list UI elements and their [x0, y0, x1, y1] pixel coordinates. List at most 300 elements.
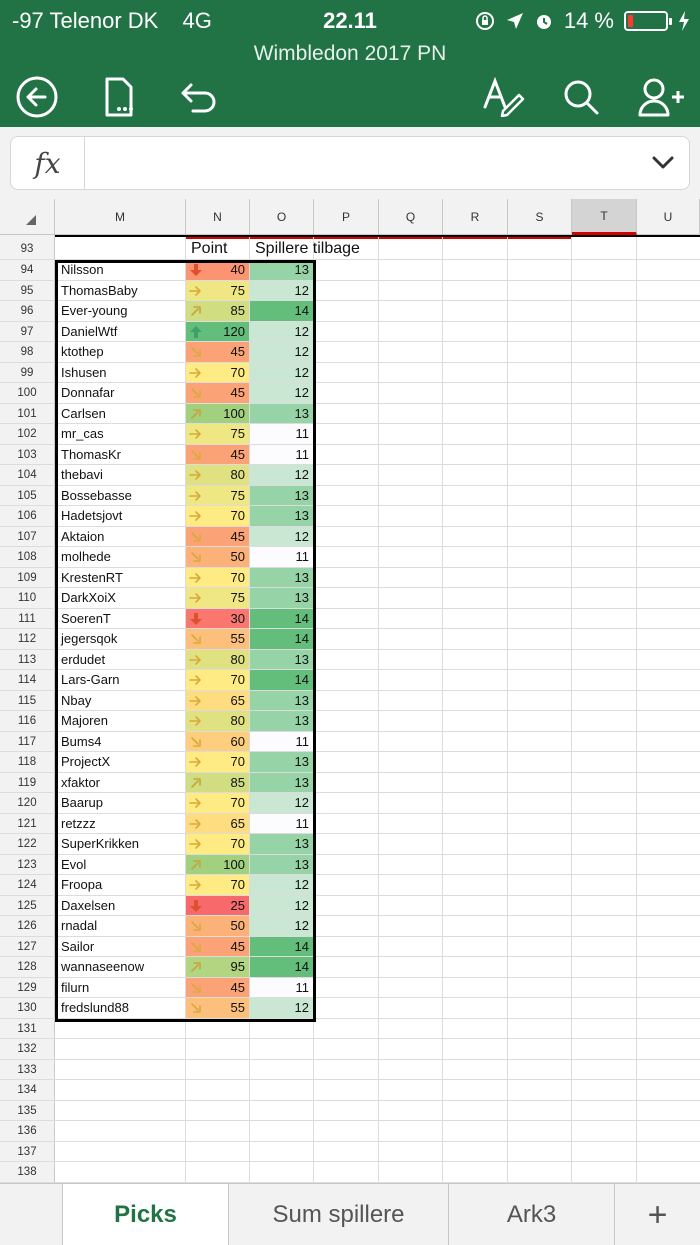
- cell[interactable]: [508, 588, 572, 608]
- cell[interactable]: [637, 773, 700, 793]
- point-cell[interactable]: [186, 814, 250, 834]
- cell[interactable]: [250, 1121, 314, 1141]
- back-button[interactable]: [12, 72, 62, 122]
- cell[interactable]: [314, 732, 379, 752]
- cell[interactable]: [314, 896, 379, 916]
- cell[interactable]: [637, 322, 700, 342]
- cell[interactable]: [250, 1101, 314, 1121]
- row-number[interactable]: 122: [0, 834, 55, 854]
- spillere-cell[interactable]: 12: [250, 363, 314, 383]
- cell[interactable]: [314, 814, 379, 834]
- row-number[interactable]: 114: [0, 670, 55, 690]
- cell[interactable]: [314, 875, 379, 895]
- cell[interactable]: [637, 281, 700, 301]
- cell[interactable]: [443, 650, 508, 670]
- cell[interactable]: [572, 486, 637, 506]
- cell[interactable]: [508, 629, 572, 649]
- player-name-cell[interactable]: Nilsson: [55, 260, 186, 280]
- cell[interactable]: [637, 629, 700, 649]
- cell[interactable]: [572, 363, 637, 383]
- cell[interactable]: [314, 691, 379, 711]
- point-cell[interactable]: [186, 691, 250, 711]
- spillere-cell[interactable]: 12: [250, 998, 314, 1018]
- row-number[interactable]: 118: [0, 752, 55, 772]
- cell[interactable]: [186, 1060, 250, 1080]
- cell[interactable]: [508, 1019, 572, 1039]
- spillere-cell[interactable]: 14: [250, 629, 314, 649]
- cell[interactable]: [508, 855, 572, 875]
- col-header-u[interactable]: [637, 199, 700, 235]
- cell[interactable]: [379, 445, 443, 465]
- point-cell[interactable]: [186, 957, 250, 977]
- cell[interactable]: [250, 1060, 314, 1080]
- cell[interactable]: [443, 896, 508, 916]
- cell[interactable]: [508, 260, 572, 280]
- cell[interactable]: [314, 834, 379, 854]
- player-name-cell[interactable]: Carlsen: [55, 404, 186, 424]
- cell[interactable]: [572, 773, 637, 793]
- edit-format-button[interactable]: [478, 72, 528, 122]
- cell[interactable]: [443, 1019, 508, 1039]
- row-number[interactable]: 111: [0, 609, 55, 629]
- player-name-cell[interactable]: Baarup: [55, 793, 186, 813]
- player-name-cell[interactable]: DarkXoiX: [55, 588, 186, 608]
- cell[interactable]: [508, 486, 572, 506]
- cell[interactable]: [186, 1162, 250, 1182]
- row-number[interactable]: 125: [0, 896, 55, 916]
- cell[interactable]: [379, 527, 443, 547]
- cell[interactable]: [508, 1121, 572, 1141]
- player-name-cell[interactable]: Daxelsen: [55, 896, 186, 916]
- player-name-cell[interactable]: Bossebasse: [55, 486, 186, 506]
- cell[interactable]: [572, 1019, 637, 1039]
- cell[interactable]: [443, 588, 508, 608]
- spillere-cell[interactable]: 13: [250, 260, 314, 280]
- cell[interactable]: [314, 235, 379, 259]
- row-number[interactable]: 102: [0, 424, 55, 444]
- cell[interactable]: [637, 670, 700, 690]
- add-sheet-button[interactable]: +: [647, 1195, 668, 1234]
- cell[interactable]: [508, 1080, 572, 1100]
- cell[interactable]: [314, 1060, 379, 1080]
- player-name-cell[interactable]: ThomasBaby: [55, 281, 186, 301]
- row-number[interactable]: 134: [0, 1080, 55, 1100]
- cell[interactable]: [637, 875, 700, 895]
- player-name-cell[interactable]: Sailor: [55, 937, 186, 957]
- player-name-cell[interactable]: thebavi: [55, 465, 186, 485]
- cell[interactable]: [379, 383, 443, 403]
- cell[interactable]: [572, 547, 637, 567]
- player-name-cell[interactable]: mr_cas: [55, 424, 186, 444]
- player-name-cell[interactable]: erdudet: [55, 650, 186, 670]
- spillere-cell[interactable]: 12: [250, 875, 314, 895]
- cell[interactable]: [379, 978, 443, 998]
- cell[interactable]: [314, 773, 379, 793]
- point-cell[interactable]: [186, 875, 250, 895]
- player-name-cell[interactable]: wannaseenow: [55, 957, 186, 977]
- cell[interactable]: [572, 383, 637, 403]
- cell[interactable]: [637, 1142, 700, 1162]
- cell[interactable]: [443, 1162, 508, 1182]
- cell[interactable]: [443, 235, 508, 259]
- cell[interactable]: [508, 670, 572, 690]
- row-number[interactable]: 113: [0, 650, 55, 670]
- cell[interactable]: [572, 301, 637, 321]
- spillere-cell[interactable]: 11: [250, 424, 314, 444]
- spillere-cell[interactable]: 13: [250, 773, 314, 793]
- player-name-cell[interactable]: filurn: [55, 978, 186, 998]
- cell[interactable]: [637, 1019, 700, 1039]
- point-cell[interactable]: [186, 752, 250, 772]
- cell[interactable]: [508, 896, 572, 916]
- cell[interactable]: [443, 937, 508, 957]
- cell[interactable]: [314, 1019, 379, 1039]
- cell[interactable]: [637, 486, 700, 506]
- cell[interactable]: [379, 916, 443, 936]
- cell[interactable]: [314, 998, 379, 1018]
- cell[interactable]: [637, 650, 700, 670]
- cell[interactable]: [508, 711, 572, 731]
- cell[interactable]: [637, 1101, 700, 1121]
- point-cell[interactable]: [186, 670, 250, 690]
- cell[interactable]: [572, 445, 637, 465]
- cell[interactable]: [379, 301, 443, 321]
- cell[interactable]: [55, 1080, 186, 1100]
- spillere-cell[interactable]: 13: [250, 711, 314, 731]
- cell[interactable]: [314, 301, 379, 321]
- cell[interactable]: [637, 363, 700, 383]
- cell[interactable]: [379, 1039, 443, 1059]
- row-number[interactable]: 131: [0, 1019, 55, 1039]
- cell[interactable]: [572, 342, 637, 362]
- cell[interactable]: [508, 506, 572, 526]
- cell[interactable]: [55, 1039, 186, 1059]
- cell[interactable]: [572, 527, 637, 547]
- cell[interactable]: [443, 1060, 508, 1080]
- cell[interactable]: [637, 260, 700, 280]
- cell[interactable]: [443, 1142, 508, 1162]
- col-header-t[interactable]: [572, 199, 637, 235]
- point-cell[interactable]: [186, 916, 250, 936]
- cell[interactable]: [572, 834, 637, 854]
- cell[interactable]: [637, 506, 700, 526]
- row-number[interactable]: 96: [0, 301, 55, 321]
- row-number[interactable]: 104: [0, 465, 55, 485]
- cell[interactable]: [186, 1142, 250, 1162]
- row-number[interactable]: 129: [0, 978, 55, 998]
- cell[interactable]: [637, 711, 700, 731]
- cell[interactable]: [55, 1101, 186, 1121]
- row-number[interactable]: 100: [0, 383, 55, 403]
- tab-sum-spillere[interactable]: Sum spillere: [229, 1184, 449, 1245]
- col-header-s[interactable]: [508, 199, 572, 235]
- player-name-cell[interactable]: SuperKrikken: [55, 834, 186, 854]
- cell[interactable]: [637, 1121, 700, 1141]
- cell[interactable]: [443, 711, 508, 731]
- cell[interactable]: [637, 527, 700, 547]
- cell[interactable]: [572, 732, 637, 752]
- cell[interactable]: [314, 1121, 379, 1141]
- cell[interactable]: [443, 342, 508, 362]
- cell[interactable]: [572, 793, 637, 813]
- cell[interactable]: [314, 342, 379, 362]
- col-header-n[interactable]: [186, 199, 250, 235]
- cell[interactable]: [443, 281, 508, 301]
- cell[interactable]: [572, 998, 637, 1018]
- row-number[interactable]: 116: [0, 711, 55, 731]
- cell[interactable]: [637, 752, 700, 772]
- cell[interactable]: [443, 916, 508, 936]
- cell[interactable]: [637, 1162, 700, 1182]
- cell[interactable]: [508, 773, 572, 793]
- cell[interactable]: [379, 773, 443, 793]
- spillere-cell[interactable]: 14: [250, 937, 314, 957]
- row-number[interactable]: 126: [0, 916, 55, 936]
- row-number[interactable]: 138: [0, 1162, 55, 1182]
- cell[interactable]: [314, 465, 379, 485]
- row-number[interactable]: 99: [0, 363, 55, 383]
- cell[interactable]: [379, 793, 443, 813]
- cell[interactable]: [508, 424, 572, 444]
- cell[interactable]: [379, 1019, 443, 1039]
- player-name-cell[interactable]: xfaktor: [55, 773, 186, 793]
- cell[interactable]: [250, 1019, 314, 1039]
- cell[interactable]: [186, 1019, 250, 1039]
- file-button[interactable]: [94, 72, 144, 122]
- spillere-cell[interactable]: 14: [250, 957, 314, 977]
- spillere-cell[interactable]: 12: [250, 896, 314, 916]
- cell[interactable]: [637, 1039, 700, 1059]
- cell[interactable]: [314, 404, 379, 424]
- cell[interactable]: [314, 1080, 379, 1100]
- spillere-cell[interactable]: 14: [250, 301, 314, 321]
- cell[interactable]: [379, 732, 443, 752]
- search-button[interactable]: [556, 72, 606, 122]
- point-cell[interactable]: [186, 732, 250, 752]
- spillere-cell[interactable]: 12: [250, 383, 314, 403]
- tab-picks[interactable]: Picks: [62, 1184, 229, 1245]
- cell[interactable]: [379, 506, 443, 526]
- cell[interactable]: [637, 235, 700, 259]
- cell[interactable]: [572, 957, 637, 977]
- player-name-cell[interactable]: fredslund88: [55, 998, 186, 1018]
- cell[interactable]: [314, 363, 379, 383]
- cell[interactable]: [508, 1162, 572, 1182]
- cell[interactable]: [508, 609, 572, 629]
- spillere-cell[interactable]: 12: [250, 465, 314, 485]
- point-cell[interactable]: [186, 711, 250, 731]
- cell[interactable]: [508, 834, 572, 854]
- point-cell[interactable]: [186, 588, 250, 608]
- player-name-cell[interactable]: jegersqok: [55, 629, 186, 649]
- cell[interactable]: [443, 732, 508, 752]
- cell[interactable]: [314, 793, 379, 813]
- cell[interactable]: [443, 301, 508, 321]
- cell[interactable]: [637, 834, 700, 854]
- player-name-cell[interactable]: KrestenRT: [55, 568, 186, 588]
- cell[interactable]: [572, 609, 637, 629]
- cell[interactable]: [443, 404, 508, 424]
- cell[interactable]: [250, 1039, 314, 1059]
- cell[interactable]: [572, 814, 637, 834]
- cell[interactable]: [572, 281, 637, 301]
- cell[interactable]: [637, 383, 700, 403]
- cell[interactable]: [637, 937, 700, 957]
- row-number[interactable]: 124: [0, 875, 55, 895]
- cell[interactable]: [572, 650, 637, 670]
- cell[interactable]: [508, 978, 572, 998]
- cell[interactable]: [314, 588, 379, 608]
- cell[interactable]: [572, 322, 637, 342]
- col-header-m[interactable]: [55, 199, 186, 235]
- cell[interactable]: [379, 424, 443, 444]
- point-cell[interactable]: [186, 998, 250, 1018]
- cell[interactable]: [379, 957, 443, 977]
- cell[interactable]: [637, 1080, 700, 1100]
- point-cell[interactable]: [186, 773, 250, 793]
- row-number[interactable]: 101: [0, 404, 55, 424]
- cell[interactable]: [572, 937, 637, 957]
- cell[interactable]: [443, 855, 508, 875]
- cell[interactable]: [443, 547, 508, 567]
- cell[interactable]: [508, 547, 572, 567]
- tab-ark3[interactable]: Ark3: [449, 1184, 615, 1245]
- spillere-cell[interactable]: 11: [250, 445, 314, 465]
- cell[interactable]: [443, 1101, 508, 1121]
- cell[interactable]: [443, 363, 508, 383]
- row-number[interactable]: 117: [0, 732, 55, 752]
- cell[interactable]: [443, 260, 508, 280]
- cell[interactable]: [379, 322, 443, 342]
- cell[interactable]: [508, 363, 572, 383]
- cell[interactable]: [379, 568, 443, 588]
- player-name-cell[interactable]: SoerenT: [55, 609, 186, 629]
- cell[interactable]: [508, 793, 572, 813]
- cell[interactable]: [572, 1121, 637, 1141]
- cell[interactable]: [572, 588, 637, 608]
- cell[interactable]: [314, 486, 379, 506]
- cell[interactable]: [314, 1039, 379, 1059]
- point-cell[interactable]: [186, 937, 250, 957]
- cell[interactable]: [508, 281, 572, 301]
- cell[interactable]: [55, 1162, 186, 1182]
- row-number[interactable]: 103: [0, 445, 55, 465]
- player-name-cell[interactable]: Ishusen: [55, 363, 186, 383]
- cell[interactable]: [314, 322, 379, 342]
- cell[interactable]: [55, 1060, 186, 1080]
- cell[interactable]: [508, 691, 572, 711]
- cell[interactable]: [250, 1080, 314, 1100]
- cell[interactable]: [379, 1121, 443, 1141]
- cell[interactable]: [314, 568, 379, 588]
- cell[interactable]: [379, 363, 443, 383]
- cell[interactable]: [637, 301, 700, 321]
- cell[interactable]: [572, 916, 637, 936]
- cell[interactable]: [443, 465, 508, 485]
- cell[interactable]: [314, 506, 379, 526]
- spillere-cell[interactable]: 12: [250, 916, 314, 936]
- cell[interactable]: [379, 260, 443, 280]
- row-number[interactable]: 120: [0, 793, 55, 813]
- cell[interactable]: [508, 342, 572, 362]
- cell[interactable]: [314, 711, 379, 731]
- spillere-cell[interactable]: 13: [250, 855, 314, 875]
- cell[interactable]: [443, 629, 508, 649]
- cell[interactable]: [314, 547, 379, 567]
- cell[interactable]: [572, 506, 637, 526]
- row-number[interactable]: 133: [0, 1060, 55, 1080]
- row-number[interactable]: 130: [0, 998, 55, 1018]
- cell[interactable]: [443, 486, 508, 506]
- point-cell[interactable]: [186, 486, 250, 506]
- cell[interactable]: [379, 235, 443, 259]
- cell[interactable]: [443, 670, 508, 690]
- cell[interactable]: [379, 1060, 443, 1080]
- player-name-cell[interactable]: Hadetsjovt: [55, 506, 186, 526]
- row-number[interactable]: 132: [0, 1039, 55, 1059]
- cell[interactable]: [637, 957, 700, 977]
- cell[interactable]: [314, 445, 379, 465]
- cell[interactable]: [637, 465, 700, 485]
- spillere-cell[interactable]: 13: [250, 752, 314, 772]
- cell[interactable]: [314, 1142, 379, 1162]
- cell[interactable]: [379, 588, 443, 608]
- row-number[interactable]: 107: [0, 527, 55, 547]
- cell[interactable]: [55, 1019, 186, 1039]
- cell[interactable]: [508, 1060, 572, 1080]
- cell[interactable]: [379, 855, 443, 875]
- cell[interactable]: [443, 1080, 508, 1100]
- cell[interactable]: [55, 1142, 186, 1162]
- point-cell[interactable]: [186, 896, 250, 916]
- cell[interactable]: [572, 896, 637, 916]
- cell[interactable]: [508, 937, 572, 957]
- point-cell[interactable]: [186, 568, 250, 588]
- player-name-cell[interactable]: rnadal: [55, 916, 186, 936]
- cell[interactable]: [314, 978, 379, 998]
- cell[interactable]: [443, 691, 508, 711]
- spillere-cell[interactable]: 12: [250, 527, 314, 547]
- player-name-cell[interactable]: Majoren: [55, 711, 186, 731]
- expand-formula-button[interactable]: [645, 145, 681, 181]
- player-name-cell[interactable]: ThomasKr: [55, 445, 186, 465]
- cell[interactable]: [637, 732, 700, 752]
- cell[interactable]: [379, 752, 443, 772]
- spillere-cell[interactable]: 11: [250, 547, 314, 567]
- cell[interactable]: [314, 609, 379, 629]
- player-name-cell[interactable]: Froopa: [55, 875, 186, 895]
- cell[interactable]: [572, 1162, 637, 1182]
- cell[interactable]: [508, 957, 572, 977]
- cell[interactable]: [572, 1142, 637, 1162]
- player-name-cell[interactable]: Donnafar: [55, 383, 186, 403]
- cell[interactable]: [508, 1101, 572, 1121]
- cell[interactable]: [637, 1060, 700, 1080]
- spillere-cell[interactable]: 13: [250, 568, 314, 588]
- spillere-cell[interactable]: 12: [250, 281, 314, 301]
- spillere-cell[interactable]: 11: [250, 814, 314, 834]
- spillere-cell[interactable]: 13: [250, 834, 314, 854]
- row-number[interactable]: 127: [0, 937, 55, 957]
- cell[interactable]: [443, 568, 508, 588]
- cell[interactable]: [572, 691, 637, 711]
- cell[interactable]: [443, 752, 508, 772]
- cell[interactable]: [637, 404, 700, 424]
- cell[interactable]: [508, 301, 572, 321]
- cell[interactable]: [379, 711, 443, 731]
- cell[interactable]: [314, 855, 379, 875]
- share-button[interactable]: [636, 72, 686, 122]
